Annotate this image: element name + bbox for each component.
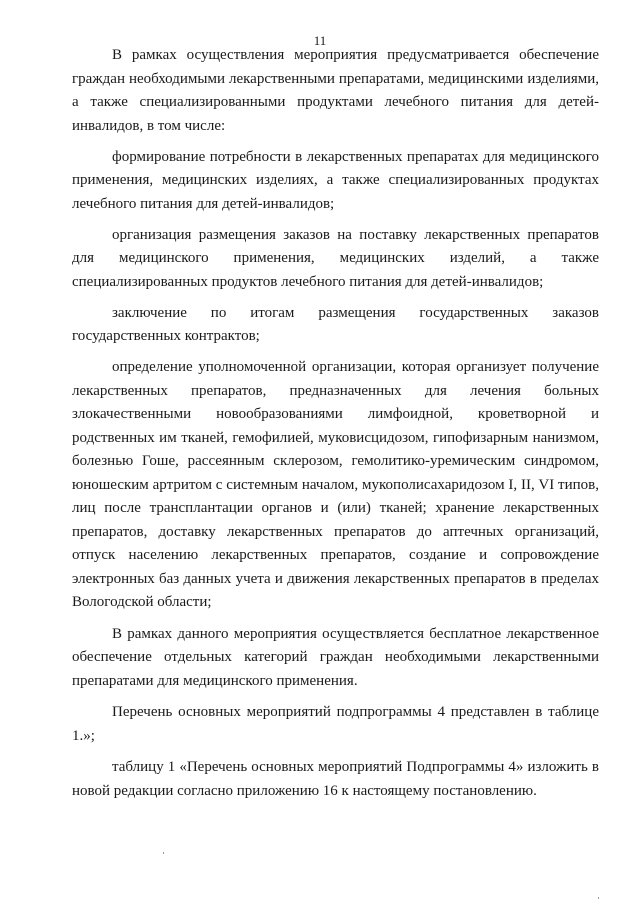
paragraph-item-orders: организация размещения заказов на поставку лекарственных препаратов для медицинского применения, медицинских изделий, а также специализированных продуктов лечебного питания для детей-инвалидов; — [72, 226, 599, 290]
paragraph-intro: В рамках осуществления мероприятия предусматривается обеспечение граждан необходимыми лекарственными препаратами, медицинскими изделиями, а также специализированными продуктами лечебного питания для детей-инвалидов, в том числе: — [72, 47, 599, 134]
paragraph-list-reference: Перечень основных мероприятий подпрограммы 4 представлен в таблице 1.»; — [72, 704, 599, 744]
paragraph-item-authorized-organization: определение уполномоченной организации, которая организует получение лекарственных препаратов, предназначенных для лечения больных злокачественными новообразованиями лимфоидной, кроветворной и родственных им тканей, гемофилией, муковисцидозом, гипофизарным нанизмом, болезнью Гоше, рассеянным склерозом, гемолитико-уремическим синдромом, юношеским артритом с системным началом, мукополисахаридозом I, II, VI типов, лиц после трансплантации органов и (или) тканей; хранение лекарственных препаратов, доставку лекарственных препаратов до аптечных организаций, отпуск населению лекарственных препаратов, создание и сопровождение электронных баз данных учета и движения лекарственных препаратов в пределах Вологодской области; — [72, 359, 599, 610]
paragraph-item-demand: формирование потребности в лекарственных препаратах для медицинского применения, медицинских изделиях, а также специализированных продуктах лечебного питания для детей-инвалидов; — [72, 148, 599, 212]
scan-speck — [163, 852, 164, 854]
paragraph-item-contracts: заключение по итогам размещения государственных заказов государственных контрактов; — [72, 304, 599, 344]
page-number: 11 — [313, 33, 327, 48]
document-body — [72, 44, 599, 811]
scan-speck — [598, 897, 599, 899]
paragraph-free-provision: В рамках данного мероприятия осуществляется бесплатное лекарственное обеспечение отдельных категорий граждан необходимыми лекарственными препаратами для медицинского применения. — [72, 625, 599, 689]
paragraph-table-amendment: таблицу 1 «Перечень основных мероприятий Подпрограммы 4» изложить в новой редакции согласно приложению 16 к настоящему постановлению. — [72, 759, 599, 799]
